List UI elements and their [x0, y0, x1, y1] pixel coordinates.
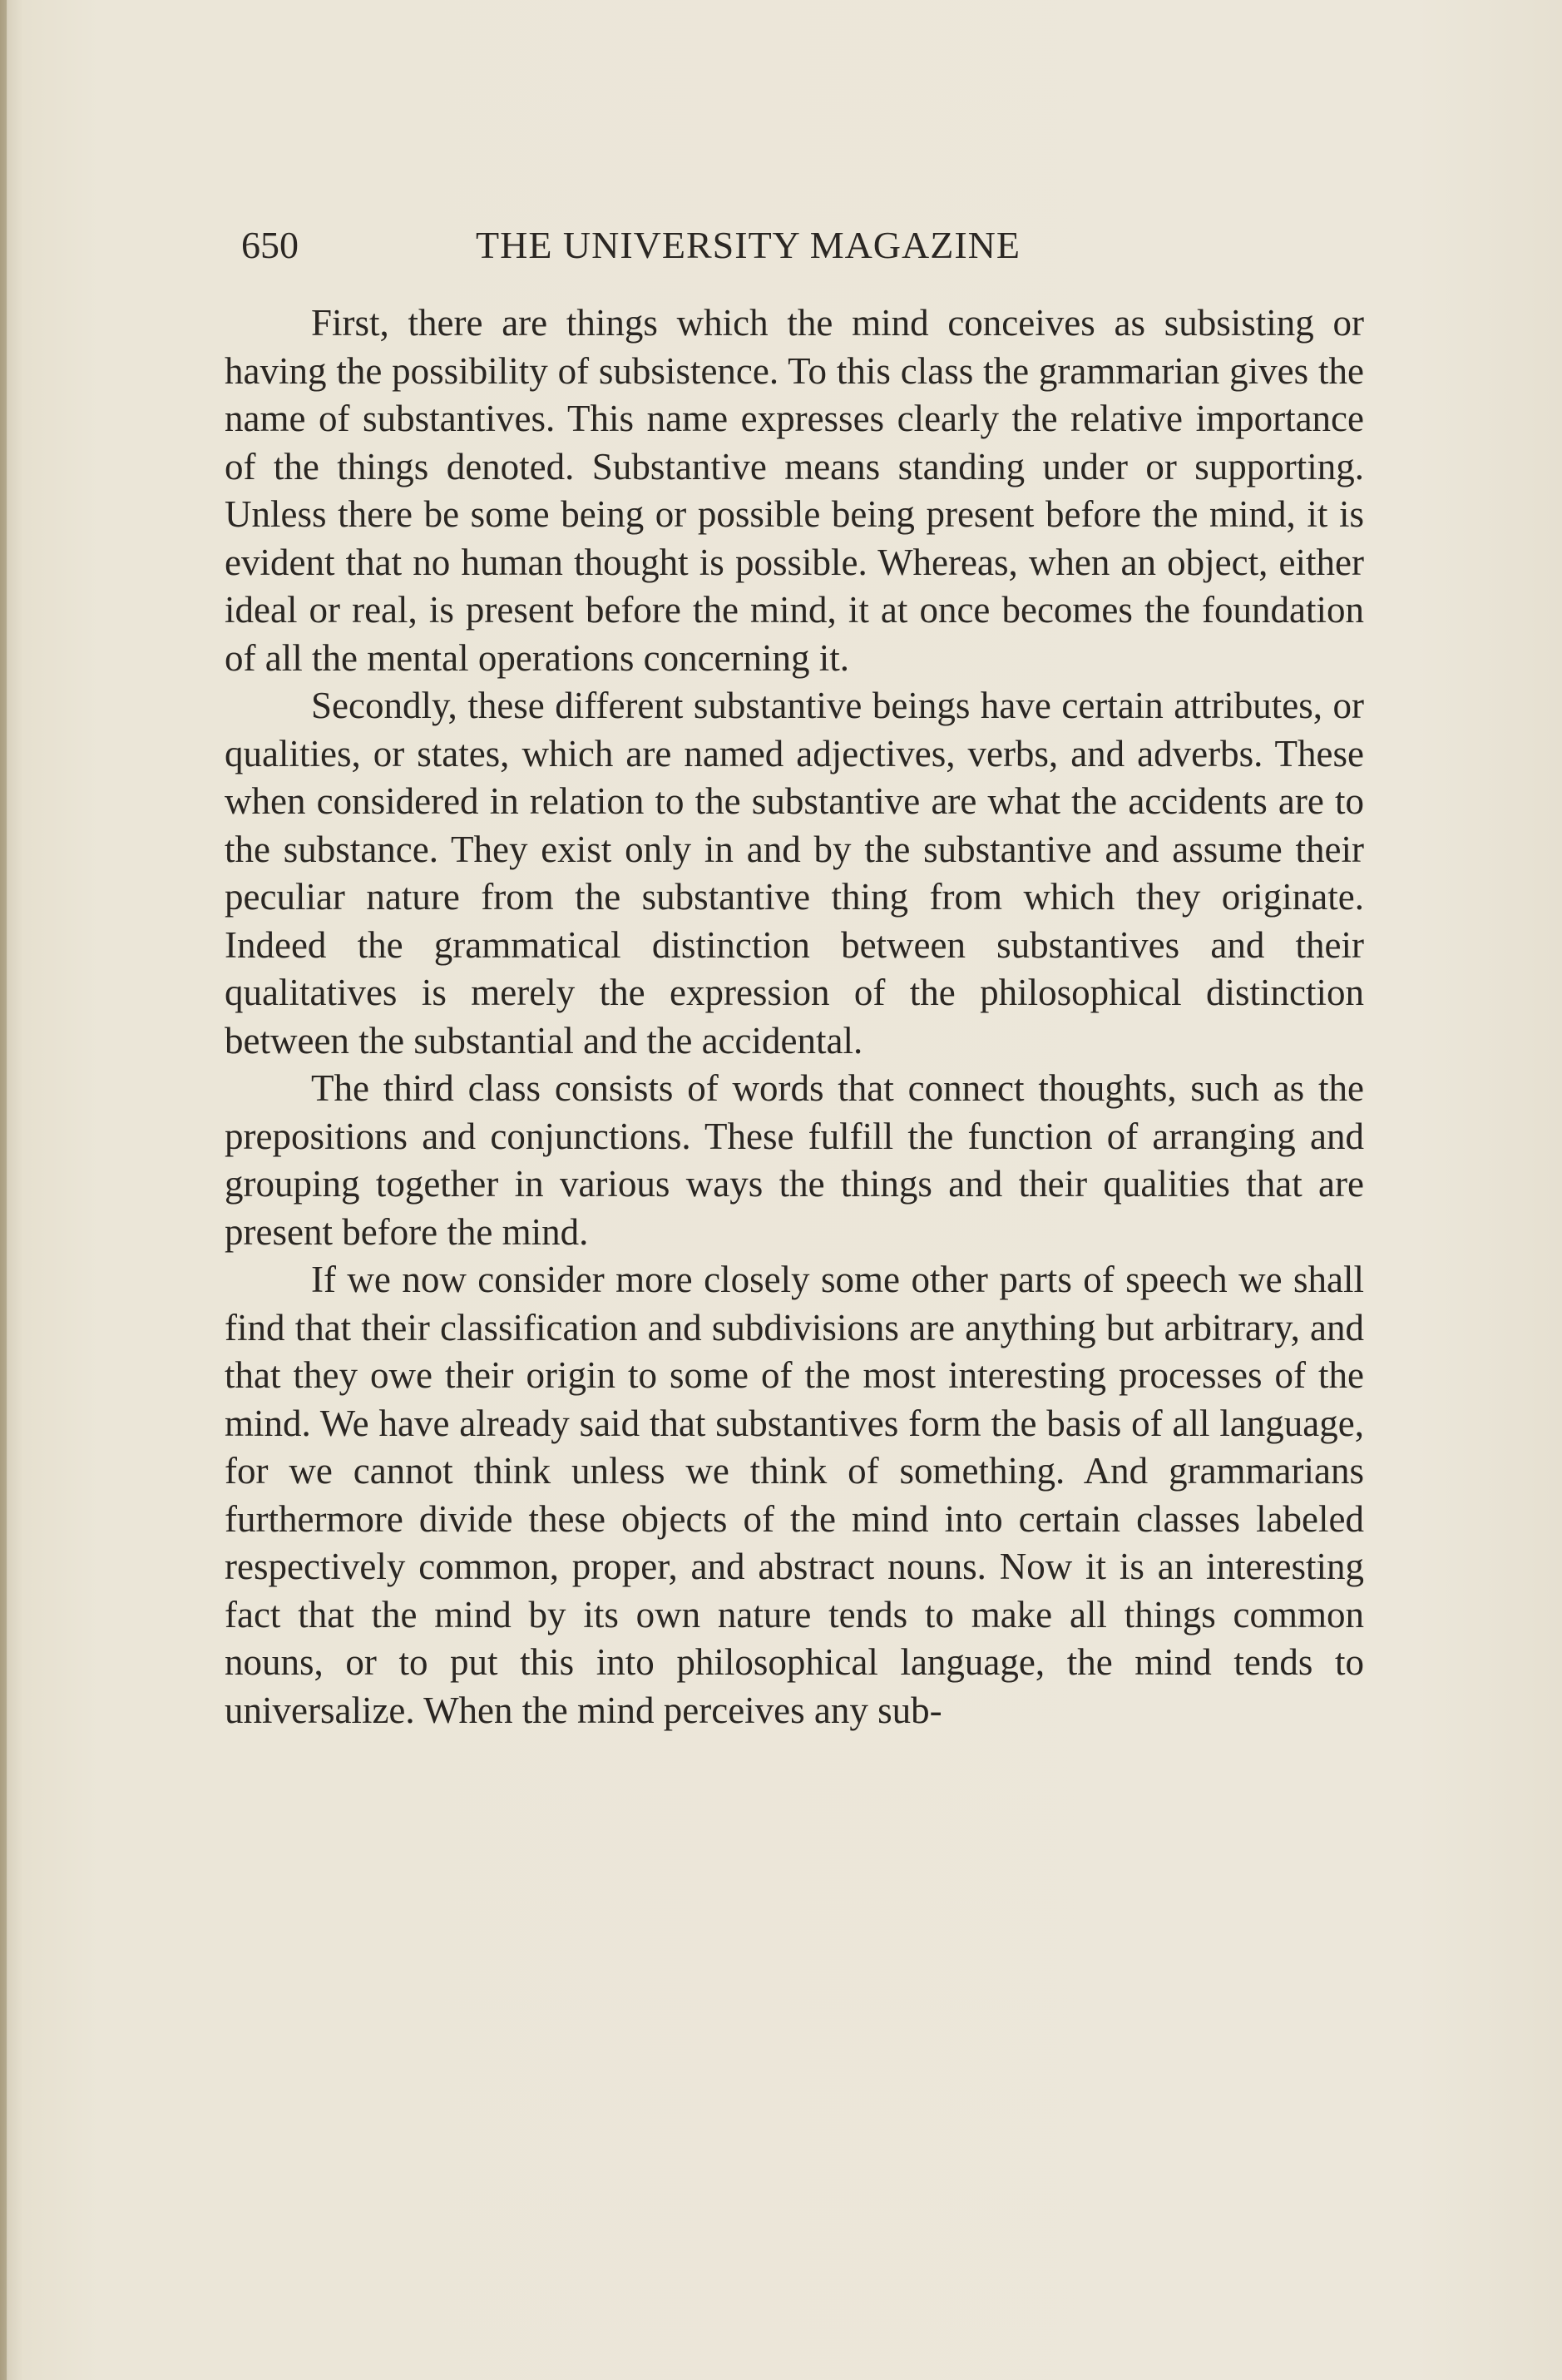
- paragraph-2: Secondly, these different substantive beings have certain attributes, or qualities, or states, which are named adjectives, verbs, and adverbs. These when considered in relation to the substantive are what the accidents are to the substance. They exist only in and by the substantive and assume their peculiar nature from the substantive thing from which they originate. Indeed the grammatical distinction between substantives and their qualitatives is merely the expression of the philosophical distinction between the substantial and the accidental.: [225, 685, 1364, 1061]
- paragraph-4: If we now consider more closely some other parts of speech we shall find that their classification and subdivisions are anything but arbitrary, and that they owe their origin to some of the most interesting processes of the mind. We have already said that substantives form the basis of all language, for we cannot think unless we think of something. And grammarians furthermore divide these objects of the mind into certain classes labeled respectively common, proper, and abstract nouns. Now it is an interesting fact that the mind by its own nature tends to make all things common nouns, or to put this into philosophical language, the mind tends to universalize. When the mind perceives any sub-: [225, 1259, 1364, 1731]
- page-number: 650: [241, 224, 299, 266]
- running-head: THE UNIVERSITY MAGAZINE: [476, 224, 1021, 266]
- paragraph-3: The third class consists of words that connect thoughts, such as the prepositions and conjunctions. These fulfill the function of arranging and grouping together in various ways the things and their qualities that are present before the mind.: [225, 1067, 1364, 1253]
- paragraph-1: First, there are things which the mind conceives as subsisting or having the possibility of subsistence. To this class the grammarian gives the name of substantives. This name expresses clearly the relative importance of the things denoted. Substantive means standing under or supporting. Unless there be some being or possible being present before the mind, it is evident that no human thought is possible. Whereas, when an object, either ideal or real, is present before the mind, it at once becomes the foundation of all the mental operations concerning it.: [225, 302, 1364, 679]
- page-edge-shadow: [0, 0, 7, 2380]
- body-text: [225, 299, 1364, 1734]
- page-header: [241, 223, 1123, 281]
